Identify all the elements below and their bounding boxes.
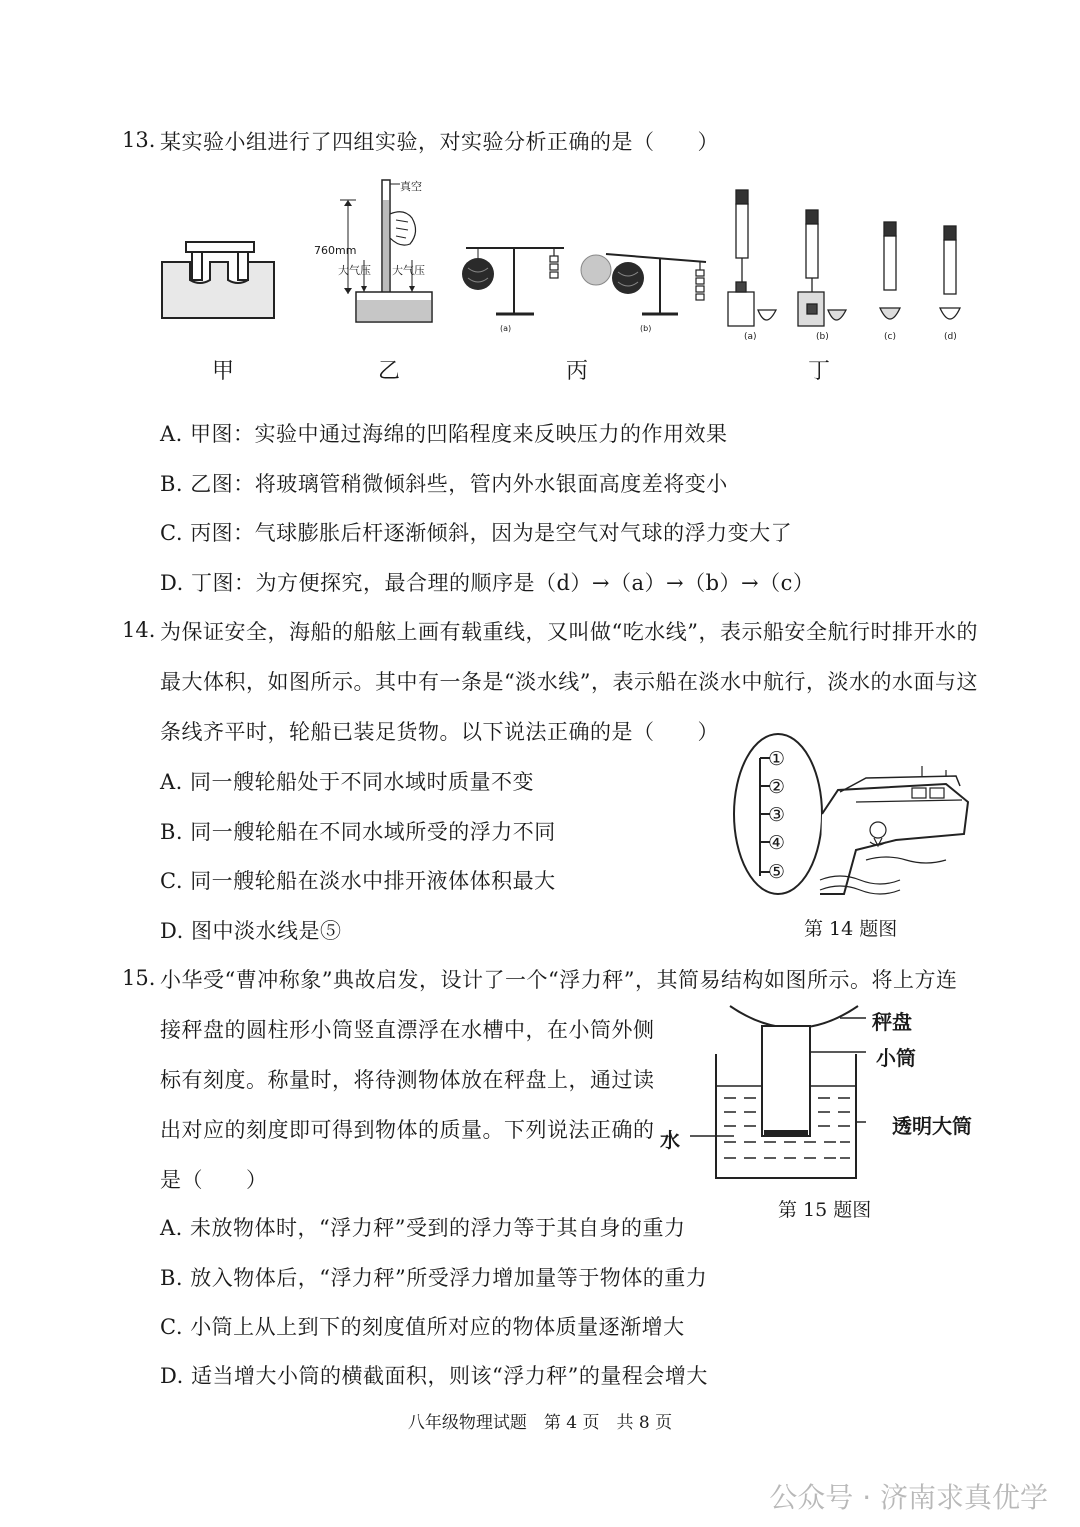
q13-number: 13. — [122, 128, 156, 152]
option-letter: C. — [160, 869, 183, 893]
option-letter: B. — [160, 1266, 184, 1290]
q15-option-b — [160, 1262, 707, 1292]
q14-option-b — [160, 816, 556, 846]
q15-number: 15. — [122, 966, 156, 990]
q13-option-d — [160, 567, 814, 597]
option-letter: D. — [160, 1364, 184, 1388]
q15-option-c — [160, 1311, 685, 1341]
option-letter: C. — [160, 521, 183, 545]
option-letter: A. — [160, 422, 183, 446]
option-text: 同一艘轮船在不同水域所受的浮力不同 — [190, 820, 556, 844]
fig-ding-sub-a: (a) — [744, 332, 757, 342]
q14-option-d — [160, 915, 341, 945]
fig-15-tube-label: 小筒 — [876, 1046, 916, 1070]
option-text: 甲图：实验中通过海绵的凹陷程度来反映压力的作用效果 — [190, 422, 728, 446]
q15-option-d — [160, 1360, 708, 1390]
option-letter: D. — [160, 571, 184, 595]
option-text: 适当增大小筒的横截面积，则该“浮力秤”的量程会增大 — [190, 1364, 708, 1388]
option-letter: B. — [160, 472, 184, 496]
fig-label-yi: 乙 — [378, 359, 401, 384]
fig-14-mark-3: ③ — [768, 804, 786, 826]
q14-number: 14. — [122, 618, 156, 642]
fig-15-big-tube-label: 透明大筒 — [892, 1114, 972, 1138]
option-letter: C. — [160, 1315, 183, 1339]
q13-stem: 某实验小组进行了四组实验，对实验分析正确的是（ ） — [160, 130, 719, 154]
option-text: 丙图：气球膨胀后杆逐渐倾斜，因为是空气对气球的浮力变大了 — [190, 521, 793, 545]
q14-stem-line-1: 为保证安全，海船的船舷上画有载重线，又叫做“吃水线”，表示船安全航行时排开水的 — [160, 620, 978, 644]
fig-14-caption: 第 14 题图 — [804, 918, 898, 940]
fig-yi-height-label: 760mm — [314, 244, 357, 257]
q15-stem-line-1: 小华受“曹冲称象”典故启发，设计了一个“浮力秤”，其简易结构如图所示。将上方连 — [160, 968, 958, 992]
fig-bing-sub-b: (b) — [640, 324, 652, 333]
fig-14-mark-5: ⑤ — [768, 861, 786, 883]
fig-15-buoyancy-scale — [690, 1002, 870, 1184]
fig-bing-sub-a: (a) — [500, 324, 512, 333]
fig-15-pan-label: 秤盘 — [872, 1010, 912, 1034]
q15-stem-line-5: 是（ ） — [160, 1168, 268, 1192]
option-text: 同一艘轮船在淡水中排开液体体积最大 — [190, 869, 556, 893]
fig-bing-balance — [456, 236, 726, 336]
page-footer: 八年级物理试题 第 4 页 共 8 页 — [407, 1413, 673, 1433]
q14-option-a — [160, 766, 534, 796]
q15-stem-line-2: 接秤盘的圆柱形小筒竖直漂浮在水槽中，在小筒外侧 — [160, 1018, 655, 1042]
option-letter: A. — [160, 1216, 183, 1240]
option-text: 乙图：将玻璃管稍微倾斜些，管内外水银面高度差将变小 — [190, 472, 728, 496]
fig-label-bing: 丙 — [566, 359, 589, 384]
fig-ding-sub-b: (b) — [816, 332, 829, 342]
fig-yi-atm-right: 大气压 — [392, 264, 425, 277]
option-text: 放入物体后，“浮力秤”所受浮力增加量等于物体的重力 — [190, 1266, 708, 1290]
option-text: 丁图：为方便探究，最合理的顺序是（d）→（a）→（b）→（c） — [190, 571, 815, 595]
fig-yi-vacuum-label: 真空 — [400, 180, 422, 193]
option-letter: A. — [160, 770, 183, 794]
q13-option-c — [160, 517, 792, 547]
fig-ding-sub-c: (c) — [884, 332, 896, 342]
q15-stem-line-3: 标有刻度。称量时，将待测物体放在秤盘上，通过读 — [160, 1068, 655, 1092]
fig-label-ding: 丁 — [808, 359, 831, 384]
fig-14-mark-4: ④ — [768, 832, 786, 854]
option-text: 未放物体时，“浮力秤”受到的浮力等于其自身的重力 — [190, 1216, 686, 1240]
fig-15-caption: 第 15 题图 — [778, 1199, 872, 1221]
fig-14-mark-1: ① — [768, 748, 786, 770]
fig-14-ship-load-lines — [716, 730, 976, 910]
fig-ding-sub-d: (d) — [944, 332, 957, 342]
q13-option-a — [160, 418, 728, 448]
option-text: 图中淡水线是⑤ — [190, 919, 342, 943]
q15-option-a — [160, 1212, 686, 1242]
q14-stem-line-3: 条线齐平时，轮船已装足货物。以下说法正确的是（ ） — [160, 720, 719, 744]
q13-option-b — [160, 468, 728, 498]
fig-15-water-label: 水 — [660, 1128, 680, 1152]
q14-stem-line-2: 最大体积，如图所示。其中有一条是“淡水线”，表示船在淡水中航行，淡水的水面与这 — [160, 670, 978, 694]
option-text: 小筒上从上到下的刻度值所对应的物体质量逐渐增大 — [190, 1315, 685, 1339]
q14-option-c — [160, 865, 556, 895]
watermark: 公众号 · 济南求真优学 — [769, 1481, 1048, 1514]
option-letter: D. — [160, 919, 184, 943]
fig-ding-spring-scales — [722, 186, 982, 336]
fig-yi-atm-left: 大气压 — [338, 264, 371, 277]
q15-stem-line-4: 出对应的刻度即可得到物体的质量。下列说法正确的 — [160, 1118, 655, 1142]
fig-jia-sponge-stool — [160, 240, 278, 322]
fig-14-mark-2: ② — [768, 776, 786, 798]
fig-label-jia: 甲 — [212, 359, 235, 384]
option-letter: B. — [160, 820, 184, 844]
option-text: 同一艘轮船处于不同水域时质量不变 — [190, 770, 535, 794]
